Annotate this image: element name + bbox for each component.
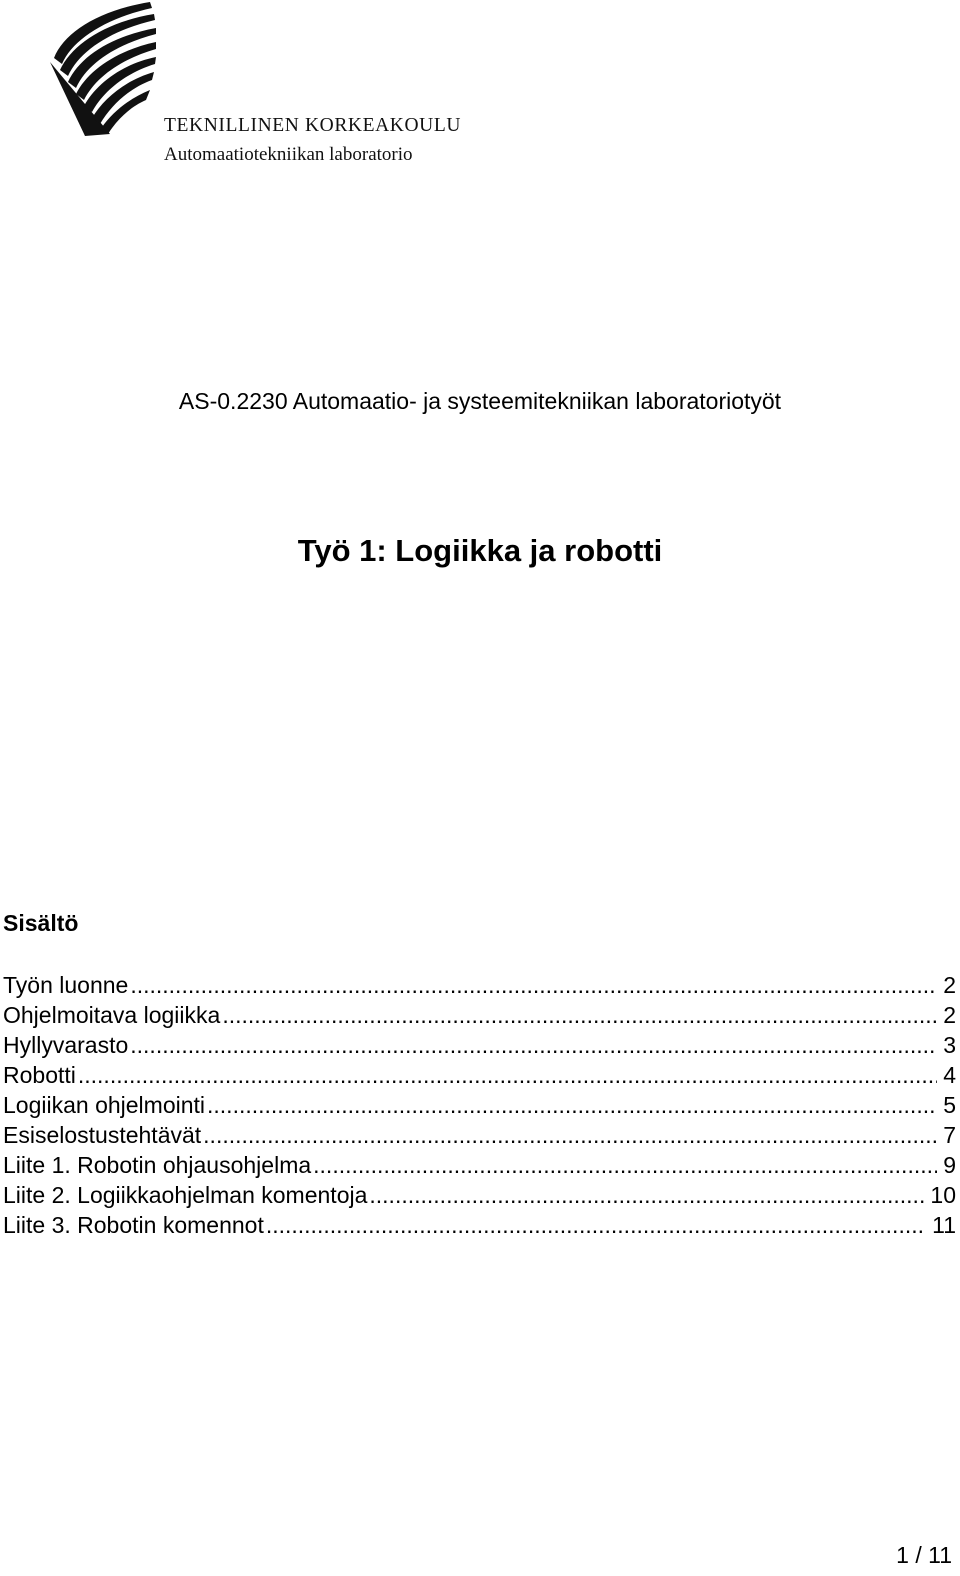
toc-entry-page: 7: [943, 1122, 956, 1148]
toc-entry[interactable]: [3, 1090, 956, 1120]
toc-entry-page: 2: [943, 1002, 956, 1028]
table-of-contents: [3, 970, 956, 1240]
university-logo-mark: [50, 2, 162, 138]
toc-entry[interactable]: [3, 1180, 956, 1210]
toc-entry-label: Liite 1. Robotin ohjausohjelma: [3, 1152, 312, 1178]
toc-entry-page: 9: [943, 1152, 956, 1178]
toc-entry-label: Liite 2. Logiikkaohjelman komentoja: [3, 1182, 368, 1208]
toc-entry[interactable]: [3, 1120, 956, 1150]
logo-department-name: Automaatiotekniikan laboratorio: [164, 144, 413, 165]
toc-dot-leader: [203, 1120, 937, 1150]
toc-entry-label: Työn luonne: [3, 972, 129, 998]
toc-entry[interactable]: [3, 970, 956, 1000]
toc-entry-page: 11: [932, 1212, 956, 1238]
toc-entry-label: Hyllyvarasto: [3, 1032, 129, 1058]
toc-heading: Sisältö: [3, 910, 79, 936]
toc-entry[interactable]: [3, 1000, 956, 1030]
toc-dot-leader: [130, 1030, 937, 1060]
toc-entry-label: Ohjelmoitava logiikka: [3, 1002, 221, 1028]
toc-entry-page: 4: [943, 1062, 956, 1088]
toc-entry-page: 3: [943, 1032, 956, 1058]
toc-entry-page: 5: [943, 1092, 956, 1118]
toc-entry[interactable]: [3, 1030, 956, 1060]
toc-entry-label: Logiikan ohjelmointi: [3, 1092, 206, 1118]
toc-entry-page: 10: [930, 1182, 956, 1208]
toc-entry[interactable]: [3, 1060, 956, 1090]
toc-dot-leader: [207, 1090, 937, 1120]
toc-entry[interactable]: [3, 1150, 956, 1180]
course-title: AS-0.2230 Automaatio- ja systeemitekniikan laboratoriotyöt: [178, 388, 782, 414]
toc-dot-leader: [222, 1000, 937, 1030]
page-indicator: 1 / 11: [896, 1542, 952, 1568]
university-logo: [46, 0, 506, 175]
document-title: Työ 1: Logiikka ja robotti: [297, 533, 663, 568]
toc-dot-leader: [78, 1060, 937, 1090]
toc-dot-leader: [313, 1150, 937, 1180]
toc-entry-label: Robotti: [3, 1062, 76, 1088]
toc-entry[interactable]: [3, 1210, 956, 1240]
toc-entry-label: Esiselostustehtävät: [3, 1122, 202, 1148]
toc-dot-leader: [130, 970, 937, 1000]
toc-dot-leader: [266, 1210, 926, 1240]
toc-entry-page: 2: [943, 972, 956, 998]
toc-dot-leader: [369, 1180, 924, 1210]
toc-entry-label: Liite 3. Robotin komennot: [3, 1212, 264, 1238]
logo-university-name: TEKNILLINEN KORKEAKOULU: [164, 115, 462, 136]
